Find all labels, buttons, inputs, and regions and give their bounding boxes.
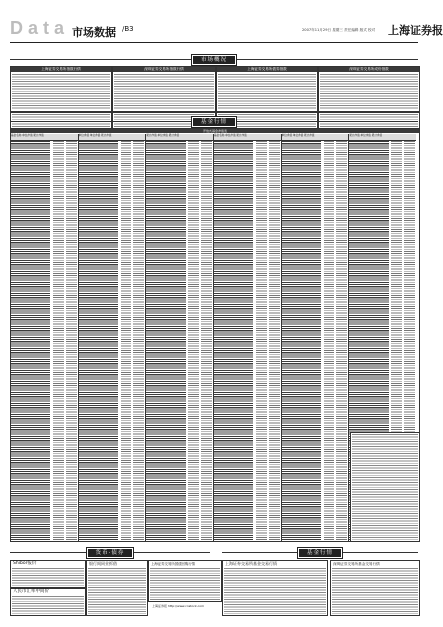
data-logo: Data — [10, 18, 70, 38]
fund-name-rows — [282, 141, 321, 540]
masthead — [10, 18, 443, 43]
market-overview-title: 市场概况 — [192, 55, 236, 65]
fund-column-group — [214, 134, 281, 540]
fund-cumulative-rows — [336, 141, 347, 540]
repo-title: 上海证券交易所国债回购行情 — [151, 562, 196, 566]
fund-value-rows — [53, 141, 64, 540]
fund-name-rows — [146, 141, 185, 540]
sh-index-box — [10, 66, 112, 112]
sh-index-title: 上海证券交易所指数行情 — [11, 67, 111, 72]
sh-index-rows — [12, 74, 110, 110]
fund-value-rows — [188, 141, 199, 540]
money-bond-bar — [10, 548, 210, 557]
lof-box — [330, 560, 420, 616]
sz-component-rows — [320, 74, 418, 110]
fund-cumulative-rows — [269, 141, 280, 540]
fund-column-group — [146, 134, 213, 540]
fund-quotes-2-bar — [222, 548, 418, 557]
etf-title: 上海证券交易所基金交易行情 — [225, 561, 277, 566]
fx-rates-box — [10, 588, 86, 616]
fund-name-rows — [214, 141, 253, 540]
footer-url: 上海证券报 http://www.cnstock.com — [152, 604, 205, 608]
interbank-box — [86, 560, 148, 616]
fund-cumulative-rows — [201, 141, 212, 540]
interbank-title: 银行间同业拆借 — [89, 561, 117, 566]
fund-column-header: 累计净值 单位净值 累计净值 — [146, 134, 213, 141]
page-number: /B3 — [122, 25, 134, 33]
fund-summary-box — [350, 432, 420, 542]
fund-column-group — [79, 134, 146, 540]
fund-table-title: 开放式基金净值表 — [11, 129, 419, 133]
sz-index-box — [112, 66, 216, 112]
market-overview-bar — [10, 55, 418, 64]
sh-bond-index-box — [216, 66, 318, 112]
fund-value-rows — [256, 141, 267, 540]
fund-value-rows — [121, 141, 132, 540]
fund-quotes-bar — [10, 117, 418, 126]
fund-cumulative-rows — [133, 141, 144, 540]
fx-rates-title: 人民币汇率中间价 — [13, 589, 49, 594]
sh-bond-index-title: 上海证券交易所债券指数 — [217, 67, 317, 72]
fund-column-header: 单位净值 单位净值 累计净值 — [79, 134, 146, 141]
issue-meta: 2007年11月29日 星期三 责任编辑 版式 校对 — [302, 28, 376, 32]
fund-name-rows — [79, 141, 118, 540]
repo-box — [148, 560, 222, 602]
fund-column-header: 基金名称 单位净值 累计净值 — [11, 134, 78, 141]
column-divider — [145, 134, 146, 541]
newspaper-name: 上海证券报 — [388, 24, 443, 37]
shibor-title: Shibor报价 — [13, 561, 37, 566]
shibor-box — [10, 560, 86, 588]
sz-component-title: 深圳证券交易所成份指数 — [319, 67, 419, 72]
column-divider — [213, 134, 214, 541]
section-title: 市场数据 — [72, 26, 116, 39]
fund-value-rows — [324, 141, 335, 540]
fund-column-header: 单位净值 单位净值 累计净值 — [282, 134, 349, 141]
fund-quotes-title: 基金行情 — [192, 117, 236, 127]
fund-name-rows — [11, 141, 50, 540]
sz-index-title: 深圳证券交易所指数行情 — [113, 67, 215, 72]
fund-column-group — [11, 134, 78, 540]
etf-box — [222, 560, 328, 616]
fund-column-header: 累计净值 单位净值 累计净值 — [349, 134, 416, 141]
fund-column-group — [282, 134, 349, 540]
fund-column-header: 基金名称 单位净值 累计净值 — [214, 134, 281, 141]
sh-bond-index-rows — [218, 74, 316, 110]
fund-quotes-2-title: 基金行情 — [298, 548, 342, 558]
column-divider — [348, 134, 349, 541]
sz-component-box — [318, 66, 420, 112]
sz-index-rows — [114, 74, 214, 110]
column-divider — [281, 134, 282, 541]
fund-cumulative-rows — [66, 141, 77, 540]
column-divider — [78, 134, 79, 541]
lof-title: 深圳证券交易所基金交易行情 — [333, 562, 380, 566]
money-bond-title: 货币·债券 — [87, 548, 134, 558]
